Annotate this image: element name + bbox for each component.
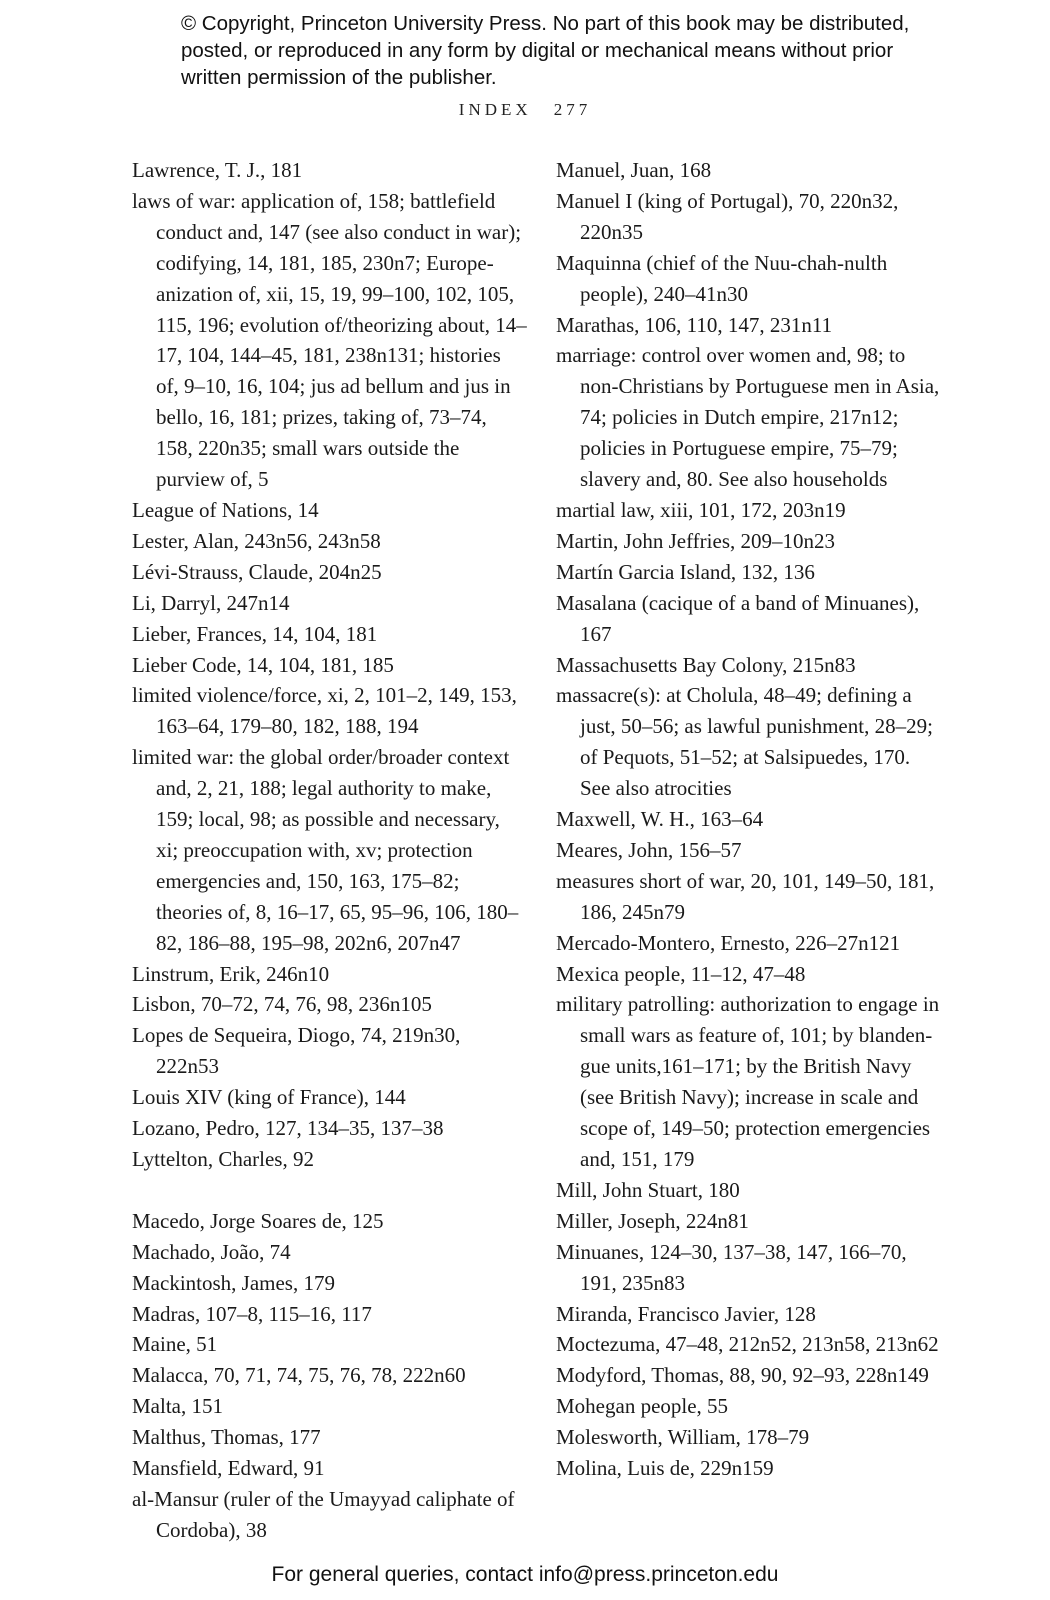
index-entry: Maine, 51 [132,1332,218,1357]
index-entry: military patrolling: authorization to engage in small wars as feature of, 101; by blandengue units,161–171; by the British Navy (see British Navy); increase in scale and scope of, 149–50; protection emergencies and, 151, 179 [556,992,940,1171]
index-entry: Li, Darryl, 247n14 [132,590,290,615]
index-entry: Macedo, Jorge Soares de, 125 [132,1208,384,1233]
copyright-notice: © Copyright, Princeton University Press. No part of this book may be distributed, posted, or reproduced in any form by digital or mechanical means without prior written permission of the publisher. [181,12,910,89]
footer-contact: For general queries, contact info@press.princeton.edu [271,1563,779,1586]
index-entry: Manuel, Juan, 168 [556,158,712,182]
index-entry: Malacca, 70, 71, 74, 75, 76, 78, 222n60 [132,1363,466,1388]
index-entry: Machado, João, 74 [132,1239,291,1264]
index-entry: Martín Garcia Island, 132, 136 [556,559,815,584]
index-entry: Masalana (cacique of a band of Minuanes), 167 [556,590,920,646]
index-entry: Molina, Luis de, 229n159 [556,1456,774,1481]
index-entry: Massachusetts Bay Colony, 215n83 [556,652,856,677]
index-entry: Mohegan people, 55 [556,1394,729,1419]
running-head [0,100,1050,120]
index-entry: Lopes de Sequeira, Diogo, 74, 219n30, 222n53 [132,1023,461,1079]
index-entry: laws of war: application of, 158; battlefield conduct and, 147 (see also conduct in war); codifying, 14, 181, 185, 230n7; Europeanization of, xii, 15, 19, 99–100, 102, 105, 115, 196; evolution of/theorizing about, 14–17, 104, 144–45, 181, 238n131; histories of, 9–10, 16, 104; jus ad bellum and jus in bello, 16, 181; prizes, taking of, 73–74, 158, 220n35; small wars outside the purview of, 5 [132,188,527,492]
index-entry: Louis XIV (king of France), 144 [132,1085,406,1110]
index-entry: Lisbon, 70–72, 74, 76, 98, 236n105 [132,992,432,1017]
page-number: 277 [553,100,592,119]
index-entry: Mexica people, 11–12, 47–48 [556,961,806,986]
index-entry: Malta, 151 [132,1394,223,1419]
index-entry: Martin, John Jeffries, 209–10n23 [556,528,835,553]
index-column-right [556,155,941,1484]
letter-group-spacer [132,1175,527,1206]
index-entry: Lozano, Pedro, 127, 134–35, 137–38 [132,1116,444,1141]
index-entry: Miller, Joseph, 224n81 [556,1208,749,1233]
index-entry: Meares, John, 156–57 [556,837,742,862]
index-entry: Lester, Alan, 243n56, 243n58 [132,528,381,553]
index-entry: Minuanes, 124–30, 137–38, 147, 166–70, 191, 235n83 [556,1239,907,1295]
index-entry: Moctezuma, 47–48, 212n52, 213n58, 213n62 [556,1332,939,1357]
index-entry: Modyford, Thomas, 88, 90, 92–93, 228n149 [556,1363,929,1388]
index-entry: Marathas, 106, 110, 147, 231n11 [556,312,833,337]
index-entry: Maxwell, W. H., 163–64 [556,807,764,832]
index-entry: Miranda, Francisco Javier, 128 [556,1301,816,1326]
index-entry: Maquinna (chief of the Nuu-chah-nulth people), 240–41n30 [556,250,888,306]
index-entry: limited war: the global order/broader context and, 2, 21, 188; legal authority to make, 159; local, 98; as possible and necessary, xi; preoccupation with, xv; protection emergencies and, 150, 163, 175–82; theories of, 8, 16–17, 65, 95–96, 106, 180–82, 186–88, 195–98, 202n6, 207n47 [132,745,519,955]
index-entry: limited violence/force, xi, 2, 101–2, 149, 153, 163–64, 179–80, 182, 188, 194 [132,683,517,739]
index-entry: Manuel I (king of Portugal), 70, 220n32, 220n35 [556,188,899,244]
section-title: INDEX [458,100,532,119]
index-entry: Mansfield, Edward, 91 [132,1456,325,1481]
index-entry: Mill, John Stuart, 180 [556,1177,740,1202]
index-entry: Molesworth, William, 178–79 [556,1425,810,1450]
index-entry: measures short of war, 20, 101, 149–50, 181, 186, 245n79 [556,868,935,924]
index-entry: Madras, 107–8, 115–16, 117 [132,1301,372,1326]
index-entry: Linstrum, Erik, 246n10 [132,961,330,986]
index-entry: Lyttelton, Charles, 92 [132,1147,314,1171]
index-entry: Lieber, Frances, 14, 104, 181 [132,621,378,646]
index-entry: Mercado-Montero, Ernesto, 226–27n121 [556,930,901,955]
index-entry: Mackintosh, James, 179 [132,1270,335,1295]
index-entry: al-Mansur (ruler of the Umayyad caliphate of Cordoba), 38 [132,1486,515,1542]
index-column-left [132,155,527,1546]
index-entry: martial law, xiii, 101, 172, 203n19 [556,497,846,522]
index-entry: Lieber Code, 14, 104, 181, 185 [132,652,394,677]
index-entry: Malthus, Thomas, 177 [132,1425,321,1450]
index-entry: Lawrence, T. J., 181 [132,158,303,182]
index-entry: massacre(s): at Cholula, 48–49; defining a just, 50–56; as lawful punishment, 28–29; of Pequots, 51–52; at Salsipuedes, 170. See also atrocities [556,683,933,801]
index-entry: League of Nations, 14 [132,497,319,522]
index-entry: marriage: control over women and, 98; to non-Christians by Portuguese men in Asia, 74; policies in Dutch empire, 217n12; policies in Portuguese empire, 75–79; slavery and, 80. See also households [556,343,940,492]
index-entry: Lévi-Strauss, Claude, 204n25 [132,559,382,584]
